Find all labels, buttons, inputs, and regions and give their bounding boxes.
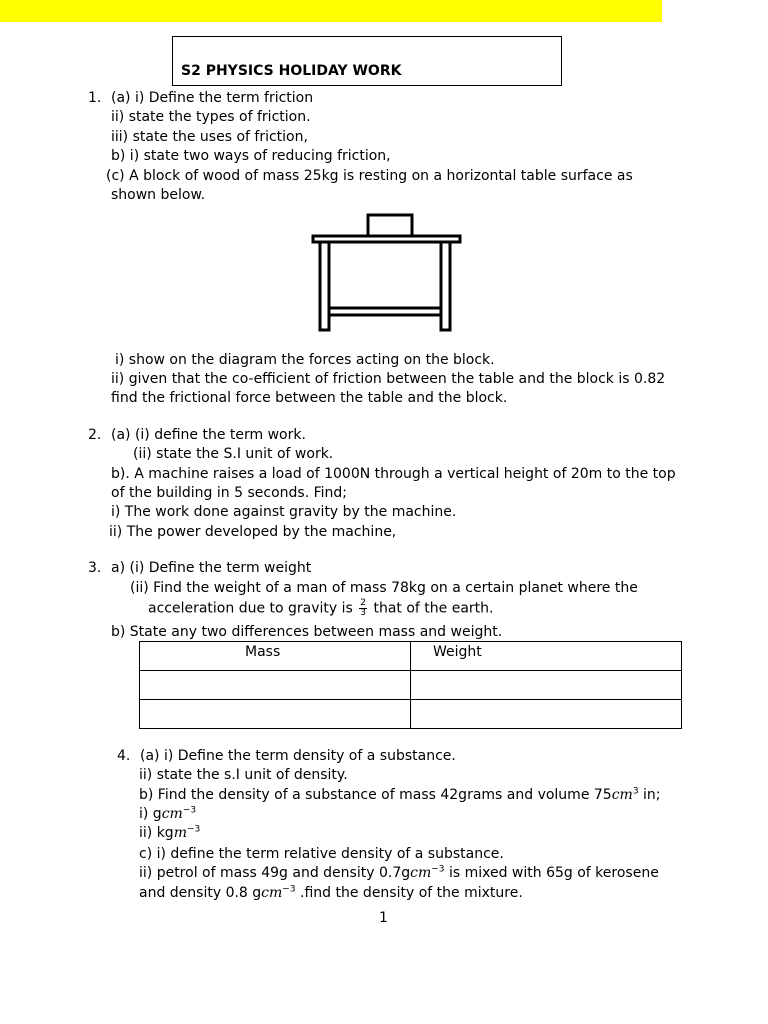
table-leg-left xyxy=(320,242,329,330)
q3-a-i: a) (i) Define the term weight xyxy=(111,560,312,576)
title-box xyxy=(172,36,562,86)
exponent: −3 xyxy=(182,805,197,816)
table-crossbar xyxy=(329,308,441,315)
table-row xyxy=(140,700,682,729)
q1-d-iii: find the frictional force between the table and the block. xyxy=(111,390,508,406)
page-number: 1 xyxy=(379,910,388,926)
header-cell-mass xyxy=(140,642,411,671)
q2-b-line2: of the building in 5 seconds. Find; xyxy=(111,485,347,501)
exponent: 3 xyxy=(632,786,639,797)
unit-cm: cm xyxy=(261,885,283,901)
q3-a-iii-suffix: that of the earth. xyxy=(373,600,494,617)
q3-number: 3. xyxy=(88,560,102,576)
q1-d-ii: ii) given that the co-efficient of friction between the table and the block is 0.82 xyxy=(111,371,666,387)
mass-weight-table xyxy=(139,641,682,729)
q1-a-iii: iii) state the uses of friction, xyxy=(111,129,308,145)
table-leg-right xyxy=(441,242,450,330)
q2-b-i: i) The work done against gravity by the machine. xyxy=(111,504,457,520)
q4-c-iii-text: and density 0.8 g xyxy=(139,885,262,901)
q4-c-ii-text: ii) petrol of mass 49g and density 0.7g xyxy=(139,865,411,881)
q4-b-text: b) Find the density of a substance of mass 42grams and volume 75 xyxy=(139,787,612,803)
q4-c-iii xyxy=(139,884,523,902)
q4-b-i xyxy=(139,805,196,823)
header-weight: Weight xyxy=(433,644,482,660)
unit-cm: cm xyxy=(410,865,432,881)
q1-a-i: (a) i) Define the term friction xyxy=(111,90,314,106)
q4-c-iii-suffix: .find the density of the mixture. xyxy=(295,885,523,901)
q1-b-i: b) i) state two ways of reducing friction, xyxy=(111,148,391,164)
fraction-numerator: 2 xyxy=(360,598,367,608)
q4-a-ii: ii) state the s.I unit of density. xyxy=(139,767,348,783)
table-cell[interactable] xyxy=(411,700,682,729)
table-cell[interactable] xyxy=(140,671,411,700)
q2-b-ii: ii) The power developed by the machine, xyxy=(109,524,397,540)
q1-number: 1. xyxy=(88,90,102,106)
q4-b-ii-text: ii) kg xyxy=(139,825,174,841)
table-cell[interactable] xyxy=(140,700,411,729)
unit-m: m xyxy=(173,825,187,841)
q4-b xyxy=(139,786,661,804)
q3-b: b) State any two differences between mass and weight. xyxy=(111,624,503,640)
q4-c-ii-suffix: is mixed with 65g of kerosene xyxy=(444,865,659,881)
q3-a-iii-prefix: acceleration due to gravity is xyxy=(148,600,353,617)
two-thirds-fraction xyxy=(359,599,367,618)
q4-b-suffix: in; xyxy=(638,787,661,803)
q4-a-i: (a) i) Define the term density of a substance. xyxy=(140,748,456,764)
q1-a-ii: ii) state the types of friction. xyxy=(111,109,311,125)
exponent: −3 xyxy=(431,864,445,875)
q1-d-i: i) show on the diagram the forces acting on the block. xyxy=(115,352,495,368)
q2-a-i: (a) (i) define the term work. xyxy=(111,427,306,443)
yellow-header-band xyxy=(0,0,662,22)
q2-a-ii: (ii) state the S.I unit of work. xyxy=(133,446,334,462)
page-title: S2 PHYSICS HOLIDAY WORK xyxy=(181,63,402,79)
q4-b-i-text: i) g xyxy=(139,806,162,822)
q4-number: 4. xyxy=(117,748,131,764)
table-cell[interactable] xyxy=(411,671,682,700)
table-with-block-diagram xyxy=(310,212,464,334)
wood-block xyxy=(368,215,412,236)
table-header-row xyxy=(140,642,682,671)
exponent: −3 xyxy=(186,824,201,835)
q2-b-line1: b). A machine raises a load of 1000N through a vertical height of 20m to the top xyxy=(111,466,676,482)
q4-c-i: c) i) define the term relative density of a substance. xyxy=(139,846,504,862)
exponent: −3 xyxy=(282,884,296,895)
unit-cm: cm xyxy=(611,787,633,803)
table-row xyxy=(140,671,682,700)
q1-c-line2: shown below. xyxy=(111,187,206,203)
q2-number: 2. xyxy=(88,427,102,443)
fraction-denominator: 3 xyxy=(360,608,367,618)
header-cell-weight xyxy=(411,642,682,671)
unit-cm: cm xyxy=(161,806,183,822)
q4-c-ii xyxy=(139,864,659,882)
q1-c-line1: (c) A block of wood of mass 25kg is resting on a horizontal table surface as xyxy=(106,168,633,184)
q4-b-ii xyxy=(139,824,200,842)
q3-a-ii: (ii) Find the weight of a man of mass 78kg on a certain planet where the xyxy=(130,580,638,596)
header-mass: Mass xyxy=(245,644,281,660)
table-top xyxy=(313,236,460,242)
q3-a-iii xyxy=(148,599,493,618)
